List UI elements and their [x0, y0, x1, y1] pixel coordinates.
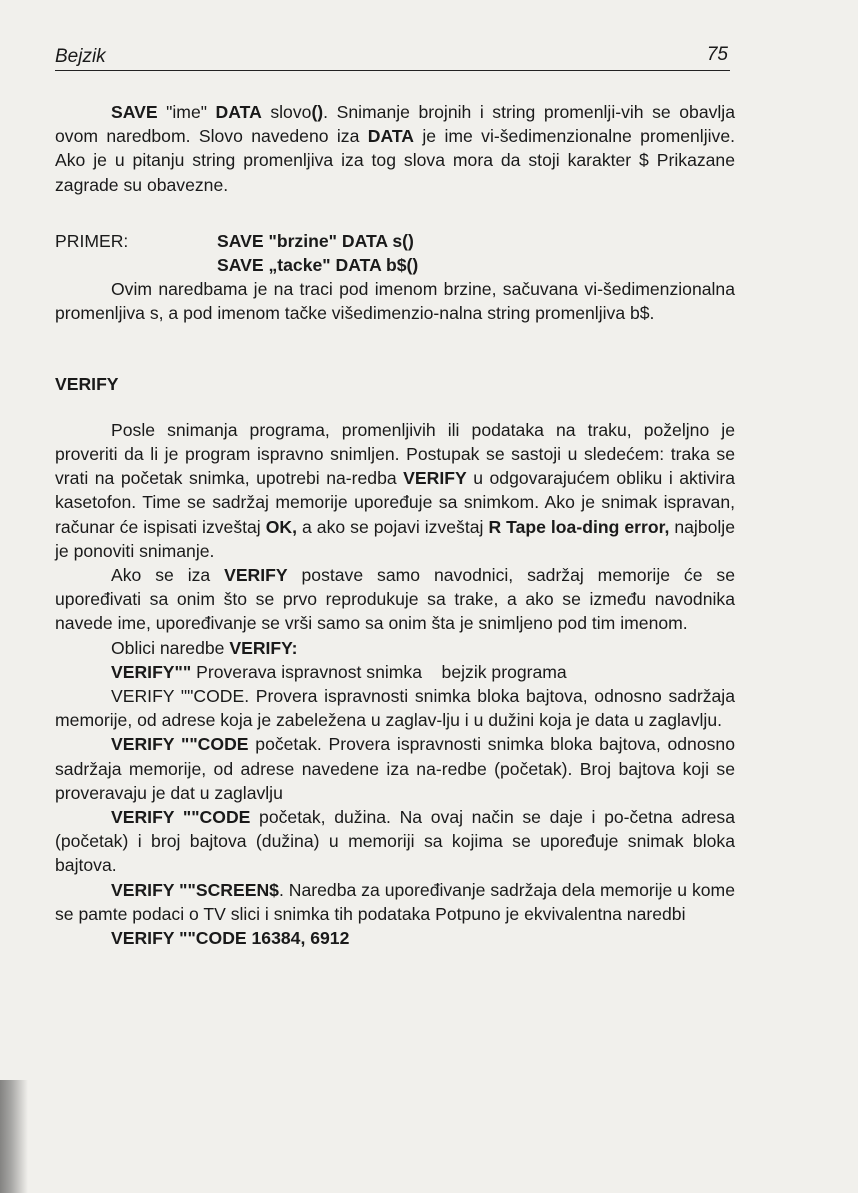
keyword-data: DATA — [215, 102, 262, 122]
verify-form-item: VERIFY ""CODE početak, dužina. Na ovaj način se daje i po-četna adresa (početak) i broj bajtova (dužina) u memoriji sa kojima se upoređuje snimak bloka bajtova. — [55, 807, 735, 876]
keyword-data: DATA — [367, 126, 415, 147]
keyword-save: SAVE — [111, 102, 158, 122]
page-number: 75 — [706, 44, 728, 65]
page-body — [55, 100, 735, 950]
verify-form-item: VERIFY ""SCREEN$. Naredba za upoređivanje sadržaja dela memorije u kome se pamte podaci o TV slici i snimka tih podataka Potpuno je ekvivalentna naredbi — [55, 879, 736, 924]
page-header — [55, 38, 730, 71]
running-title: Bejzik — [55, 46, 106, 67]
example-code-line: SAVE "brzine" DATA s() — [217, 230, 414, 251]
section-heading-verify: VERIFY — [55, 373, 119, 394]
verify-paragraph: Ako se iza VERIFY postave samo navodnici, sadržaj memorije će se upoređivati sa onim što se prvo reprodukuje sa trake, a ako se između navodnika navede ime, upoređivanje se vrši samo sa onim šta je snimljeno pod tim imenom. — [55, 565, 735, 634]
forms-intro: Oblici naredbe VERIFY: — [111, 637, 298, 658]
example-block — [55, 229, 735, 277]
example-description: Ovim naredbama je na traci pod imenom brzine, sačuvana vi-šedimenzionalna promenljiva s, a pod imenom tačke višedimenzio-nalna string promenljiva b$. — [55, 279, 735, 324]
verify-form-item: VERIFY ""CODE. Provera ispravnosti snimka bloka bajtova, odnosno sadržaja memorije, od adrese koja je zabeležena u zaglav-lju i u dužini koja je data u zaglavlju. — [55, 686, 735, 731]
scan-shadow — [0, 1080, 28, 1193]
example-label: PRIMER: — [55, 230, 129, 251]
verify-paragraph: Posle snimanja programa, promenljivih ili podataka na traku, poželjno je proveriti da li je program ispravno snimljen. Postupak se sastoji u sledećem: traka se vrati na početak snimka, upotrebi na-redba VERIFY u odgovarajućem obliku i aktivira kasetofon. Time se sadržaj memorije upoređuje sa snimkom. Ako je snimak ispravan, računar će ispisati izveštaj OK, a ako se pojavi izveštaj R Tape loa-ding error, najbolje je ponoviti snimanje. — [55, 419, 735, 561]
verify-form-item: VERIFY ""CODE početak. Provera ispravnosti snimka bloka bajtova, odnosno sadržaja memorije, od adrese navedene iza na-redbe (početak). Broj bajtova koji se proveravaju je dat u zaglavlju — [55, 734, 735, 803]
verify-form-item: VERIFY"" Proverava ispravnost snimka bejzik programa — [111, 661, 567, 682]
verify-form-item: VERIFY ""CODE 16384, 6912 — [111, 928, 350, 949]
save-paragraph: SAVE "ime" DATA slovo(). Snimanje brojnih i string promenlji-vih se obavlja ovom naredbom. Slovo navedeno iza DATA je ime vi-šedimenzionalne promenljive. Ako je u pitanju string promenljiva iza tog slova mora da stoji karakter $ Prikazane zagrade su obavezne. — [55, 102, 736, 195]
example-code-line: SAVE „tacke" DATA b$() — [217, 255, 419, 276]
